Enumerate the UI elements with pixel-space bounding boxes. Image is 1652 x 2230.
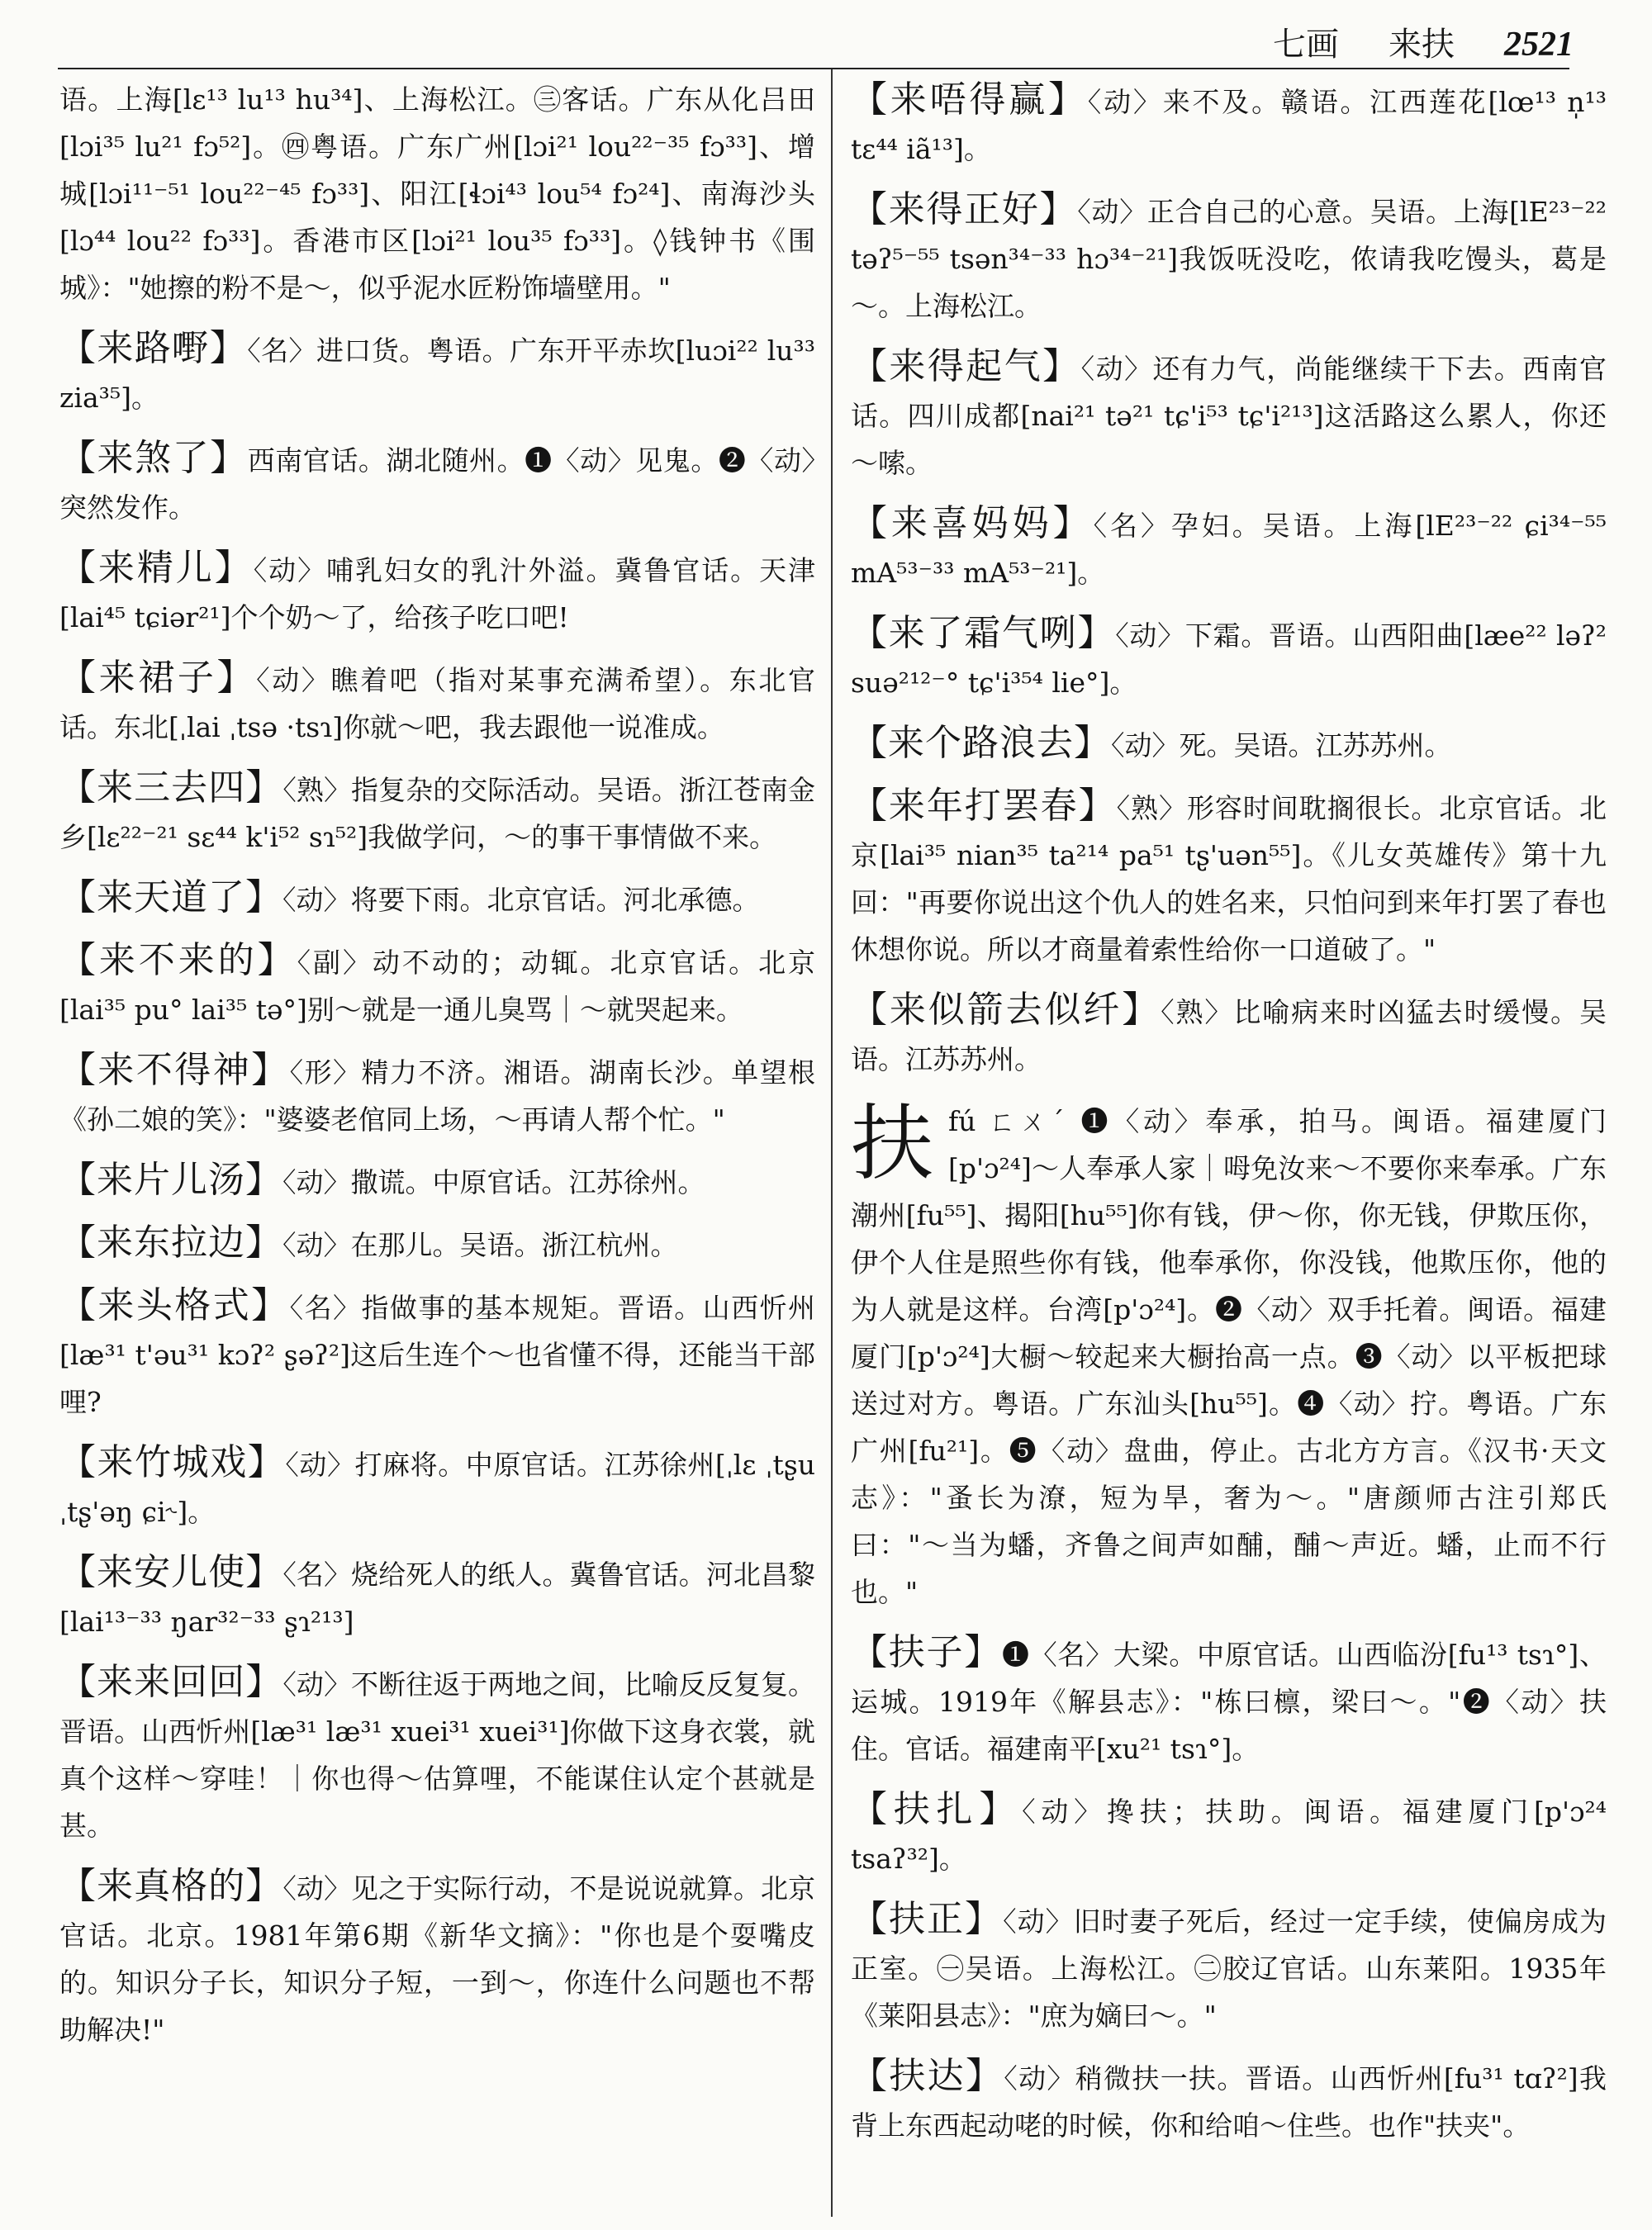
headword: 【来唔得赢】 — [851, 78, 1088, 121]
entry-laibulaide: 【来不来的】〈副〉动不动的；动辄。北京官话。北京[lai³⁵ pu° lai³⁵ tə°]别～就是一通儿臭骂｜～就哭起来。 — [59, 939, 815, 1026]
entry-laizhuchengxi: 【来竹城戏】〈动〉打麻将。中原官话。江苏徐州[ˌlɛ ˌtʂu ˌtʂ'əŋ ɕi˞]。 — [59, 1441, 815, 1528]
column-divider — [831, 69, 833, 2217]
headword: 【扶正】 — [851, 1898, 1004, 1940]
entry-fuda: 【扶达】〈动〉稍微扶一扶。晋语。山西忻州[fu³¹ tɑʔ²]我背上东西起动咾的时候，你和给咱～住些。也作"扶夹"。 — [851, 2055, 1607, 2142]
entry-laitougeshi: 【来头格式】〈名〉指做事的基本规矩。晋语。山西忻州[læ³¹ t'əu³¹ kɔʔ² ʂəʔ²]这后生连个～也省懂不得，还能当干部哩? — [59, 1284, 815, 1418]
entry-lailaihuihui: 【来来回回】〈动〉不断往返于两地之间，比喻反反复复。晋语。山西忻州[læ³¹ læ³¹ xuei³¹ xuei³¹]你做下这身衣裳，就真个这样～穿哇！｜你也得～估算哩，不能谋住认定个甚就是甚。 — [59, 1661, 815, 1842]
left-column — [59, 76, 815, 2222]
headword: 【来真格的】 — [59, 1865, 283, 1907]
entry-laijinger: 【来精儿】〈动〉哺乳妇女的乳汁外溢。冀鲁官话。天津[lai⁴⁵ tɕiər²¹]个个奶～了，给孩子吃口吧! — [59, 547, 815, 633]
entry-laindeying: 【来唔得赢】〈动〉来不及。赣语。江西莲花[lœ¹³ n̩¹³ tɛ⁴⁴ iã¹³]。 — [851, 78, 1607, 165]
headword: 【来安儿使】 — [59, 1551, 283, 1593]
head-character-definition: fú ㄈㄨˊ ❶〈动〉奉承，拍马。闽语。福建厦门[p'ɔ²⁴]～人奉承人家｜呣免汝来～不要你来奉承。广东潮州[fu⁵⁵]、揭阳[hu⁵⁵]你有钱，伊～你，你无钱，伊欺压你，伊个人住是照些你有钱，他奉承你，你没钱，他欺压你，他的为人就是这样。台湾[p'ɔ²⁴]。❷〈动〉双手托着。闽语。福建厦门[p'ɔ²⁴]大橱～较起来大橱抬高一点。❸〈动〉以平板把球送过对方。粤语。广东汕头[hu⁵⁵]。❹〈动〉拧。粤语。广东广州[fu²¹]。❺〈动〉盘曲，停止。古北方方言。《汉书·天文志》："蚤长为潦，短为旱，奢为～。"唐颜师古注引郑氏曰："～当为蟠，齐鲁之间声如酺，酺～声近。蟠，止而不行也。" — [851, 1105, 1607, 1608]
headword: 【来似箭去似纤】 — [851, 989, 1161, 1031]
headword: 【来煞了】 — [59, 437, 248, 479]
headword: 【来个路浪去】 — [851, 722, 1111, 764]
page-header — [1273, 18, 1574, 65]
entry-laisijianqusiqian: 【来似箭去似纤】〈熟〉比喻病来时凶猛去时缓慢。吴语。江苏苏州。 — [851, 989, 1607, 1075]
headword: 【来不来的】 — [59, 939, 297, 981]
entry-fuzi: 【扶子】❶〈名〉大梁。中原官话。山西临汾[fu¹³ tsɿ°]、运城。1919年《解县志》："栋曰檩，梁曰～。"❷〈动〉扶住。官话。福建南平[xu²¹ tsɿ°]。 — [851, 1631, 1607, 1765]
page-number: 2521 — [1504, 26, 1574, 64]
headword: 【来三去四】 — [59, 766, 283, 809]
entry-laipianertang: 【来片儿汤】〈动〉撒谎。中原官话。江苏徐州。 — [59, 1159, 705, 1201]
headword: 【来东拉边】 — [59, 1222, 282, 1264]
entry-laiximama: 【来喜妈妈】〈名〉孕妇。吴语。上海[lE²³⁻²² ɕi³⁴⁻⁵⁵ mA⁵³⁻³³ mA⁵³⁻²¹]。 — [851, 502, 1607, 589]
headword: 【来头格式】 — [59, 1284, 290, 1326]
section-label: 七画 — [1273, 26, 1339, 64]
entry-laisanqusi: 【来三去四】〈熟〉指复杂的交际活动。吴语。浙江苍南金乡[lɛ²²⁻²¹ sɛ⁴⁴ k'i⁵² sɿ⁵²]我做学问，～的事干事情做不来。 — [59, 766, 815, 853]
entry-fuzheng: 【扶正】〈动〉旧时妻子死后，经过一定手续，使偏房成为正室。㊀吴语。上海松江。㊁胶辽官话。山东莱阳。1935年《莱阳县志》："庶为嫡曰～。" — [851, 1898, 1607, 2032]
entry-laidonglabian: 【来东拉边】〈动〉在那儿。吴语。浙江杭州。 — [59, 1222, 678, 1264]
entry-lailiaoshuangqilie: 【来了霜气咧】〈动〉下霜。晋语。山西阳曲[læe²² ləʔ² suə²¹²⁻° tɕ'i³⁵⁴ lie°]。 — [851, 612, 1607, 699]
entry-laiqunzi: 【来裙子】〈动〉瞧着吧（指对某事充满希望）。东北官话。东北[ˌlai ˌtsə ·tsɿ]你就～吧，我去跟他一说准成。 — [59, 657, 815, 743]
entry-laitiandaole: 【来天道了】〈动〉将要下雨。北京官话。河北承德。 — [59, 876, 760, 918]
entry-continued: 语。上海[lɛ¹³ lu¹³ hu³⁴]、上海松江。㊂客话。广东从化吕田[lɔi³⁵ lu²¹ fɔ⁵²]。㊃粤语。广东广州[lɔi²¹ lou²²⁻³⁵ fɔ³³]、增城[lɔi¹¹⁻⁵¹ lou²²⁻⁴⁵ fɔ³³]、阳江[ɬɔi⁴³ lou⁵⁴ fɔ²⁴]、南海沙头[lɔ⁴⁴ lou²² fɔ³³]。香港市区[lɔi²¹ lou³⁵ fɔ³³]。◊钱钟书《围城》："她擦的粉不是～，似乎泥水匠粉饰墙壁用。" — [59, 83, 815, 304]
headword: 【来天道了】 — [59, 876, 282, 918]
entry-fuzha: 【扶扎】〈动〉搀扶；扶助。闽语。福建厦门[p'ɔ²⁴ tsaʔ³²]。 — [851, 1788, 1607, 1875]
entry-laizhengede: 【来真格的】〈动〉见之于实际行动，不是说说就算。北京官话。北京。1981年第6期《新华文摘》："你也是个耍嘴皮的。知识分子长，知识分子短，一到～，你连什么问题也不帮助解决!" — [59, 1865, 815, 2046]
entry-laideqiqi: 【来得起气】〈动〉还有力气，尚能继续干下去。西南官话。四川成都[nai²¹ tə²¹ tɕ'i⁵³ tɕ'i²¹³]这活路这么累人，你还～嗦。 — [851, 345, 1607, 479]
top-rule — [58, 68, 1569, 69]
entry-laianershi: 【来安儿使】〈名〉烧给死人的纸人。冀鲁官话。河北昌黎[lai¹³⁻³³ ŋar³²⁻³³ ʂɿ²¹³] — [59, 1551, 815, 1638]
entry-lainiandabachun: 【来年打罢春】〈熟〉形容时间耽搁很长。北京官话。北京[lai³⁵ nian³⁵ ta²¹⁴ pa⁵¹ tʂ'uən⁵⁵]。《儿女英雄传》第十九回："再要你说出这个仇人的姓名来，只怕问到来年打罢了春也休想你说。所以才商量着索性给你一口道破了。" — [851, 785, 1607, 966]
entry-laidezhenghao: 【来得正好】〈动〉正合自己的心意。吴语。上海[lE²³⁻²² təʔ⁵⁻⁵⁵ tsən³⁴⁻³³ hɔ³⁴⁻²¹]我饭呒没吃，侬请我吃馒头，葛是～。上海松江。 — [851, 188, 1607, 322]
headword: 【扶子】 — [851, 1631, 1002, 1673]
headword: 【来得起气】 — [851, 345, 1081, 387]
headword: 【来喜妈妈】 — [851, 502, 1094, 544]
headword: 【来竹城戏】 — [59, 1441, 286, 1483]
headword: 【来不得神】 — [59, 1049, 290, 1091]
headword: 【来片儿汤】 — [59, 1159, 282, 1201]
headword: 【来了霜气咧】 — [851, 612, 1116, 654]
headword: 【扶扎】 — [851, 1788, 1023, 1830]
headword: 【来年打罢春】 — [851, 785, 1117, 827]
header-chars: 来扶 — [1389, 26, 1455, 64]
headword: 【扶达】 — [851, 2055, 1004, 2097]
headword: 【来来回回】 — [59, 1661, 283, 1703]
headword: 【来得正好】 — [851, 188, 1078, 230]
head-character-entry — [851, 1095, 1607, 1616]
headword: 【来路嘢】 — [59, 327, 248, 369]
entry-laigelulangqu: 【来个路浪去】〈动〉死。吴语。江苏苏州。 — [851, 722, 1452, 764]
entry-laishale: 【来煞了】西南官话。湖北随州。❶〈动〉见鬼。❷〈动〉突然发作。 — [59, 437, 815, 524]
entry-laibudeshen: 【来不得神】〈形〉精力不济。湘语。湖南长沙。单望根《孙二娘的笑》："婆婆老倌同上场，～再请人帮个忙。" — [59, 1049, 815, 1136]
head-character: 扶 — [851, 1095, 933, 1192]
entry-lailuye: 【来路嘢】〈名〉进口货。粤语。广东开平赤坎[luɔi²² lu³³ zia³⁵]。 — [59, 327, 815, 414]
headword: 【来裙子】 — [59, 657, 257, 699]
headword: 【来精儿】 — [59, 547, 254, 589]
right-column — [851, 76, 1607, 2222]
